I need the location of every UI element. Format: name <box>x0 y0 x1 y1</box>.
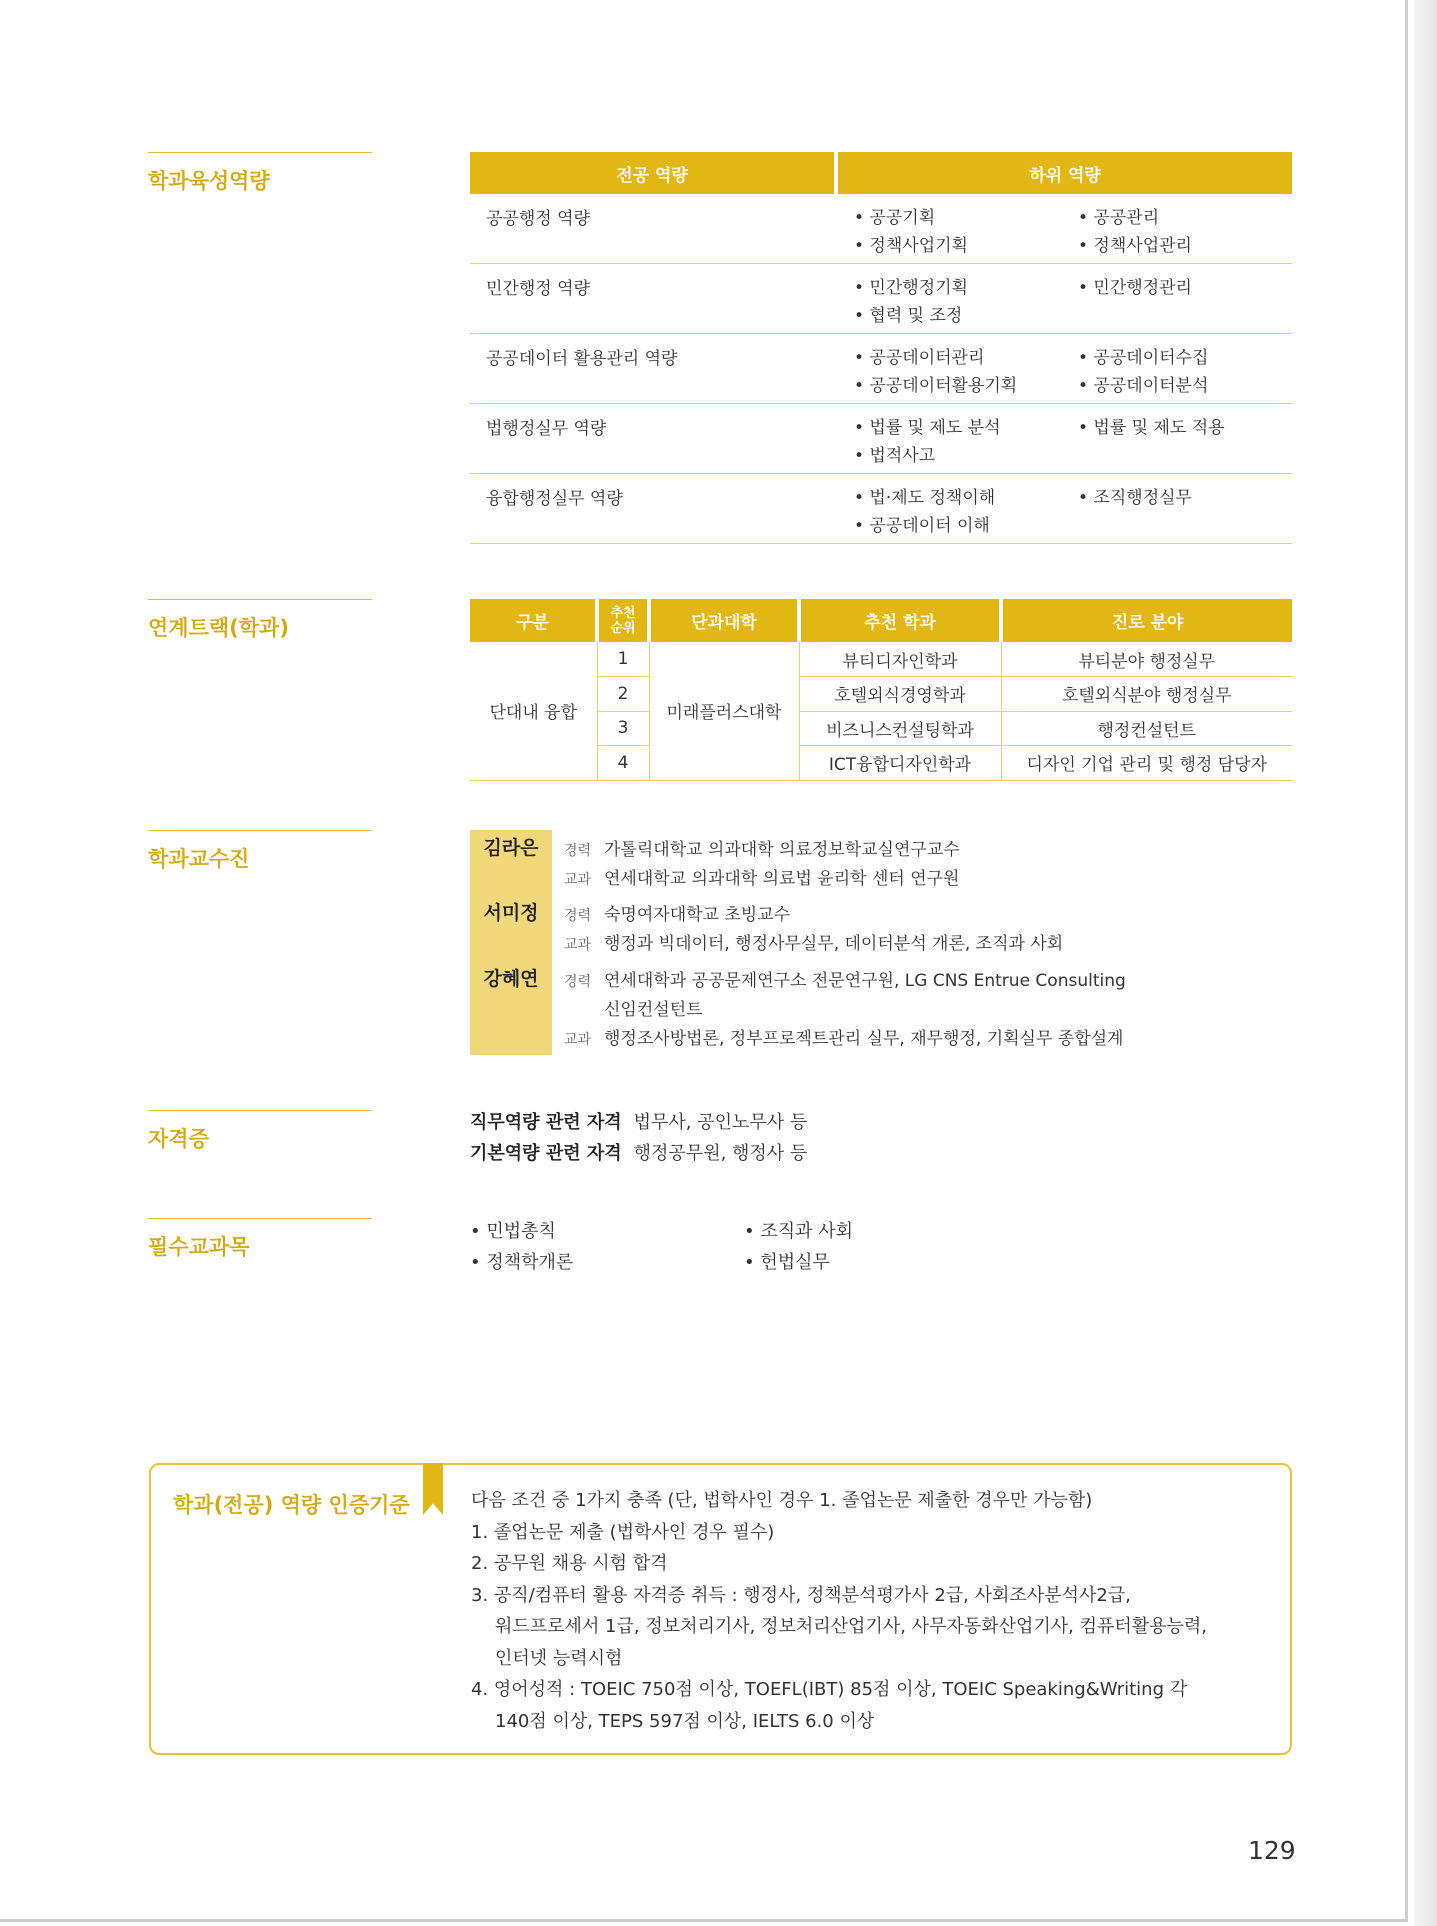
career-tag: 경력 <box>564 908 592 924</box>
sub-competence: • 법률 및 제도 적용 <box>1078 418 1225 438</box>
track-career: 디자인 기업 관리 및 행정 담당자 <box>1001 746 1292 781</box>
section-label-certificate: 자격증 <box>148 1110 372 1153</box>
track-dept: 뷰티디자인학과 <box>799 642 1001 677</box>
sub-competence: • 조직행정실무 <box>1078 488 1192 508</box>
faculty-name: 김라은 <box>483 837 539 859</box>
header-rank: 추천 순위 <box>597 599 649 642</box>
table-row <box>470 642 1292 677</box>
criteria-line: 1. 졸업논문 제출 (법학사인 경우 필수) <box>471 1521 775 1543</box>
sub-competence: • 공공데이터분석 <box>1078 376 1209 396</box>
career-tag: 경력 <box>564 974 592 990</box>
sub-competence: • 정책사업기획 <box>854 236 968 256</box>
sub-competence: • 공공데이터활용기획 <box>854 376 1018 396</box>
sub-competence: • 민간행정관리 <box>1078 278 1192 298</box>
required-course: • 조직과 사회 <box>744 1221 854 1242</box>
header-major: 전공 역량 <box>470 152 834 194</box>
track-career: 호텔외식분야 행정실무 <box>1001 677 1292 712</box>
competence-table-header <box>470 152 1292 194</box>
header-dept: 추천 학과 <box>799 599 1001 642</box>
track-career: 뷰티분야 행정실무 <box>1001 642 1292 677</box>
course-tag: 교과 <box>564 1032 592 1048</box>
course-tag: 교과 <box>564 937 592 953</box>
sub-competence: • 법적사고 <box>854 446 936 466</box>
track-dept: ICT융합디자인학과 <box>799 746 1001 781</box>
track-category: 단대내 융합 <box>470 642 597 780</box>
track-rank: 2 <box>597 677 649 712</box>
major-competence: 민간행정 역량 <box>486 279 590 299</box>
section-label-faculty: 학과교수진 <box>148 830 372 873</box>
section-label-required: 필수교과목 <box>148 1218 372 1261</box>
sub-competence: • 공공관리 <box>1078 208 1160 228</box>
sub-competence: • 협력 및 조정 <box>854 306 963 326</box>
required-course: • 민법총칙 <box>470 1221 556 1242</box>
criteria-line: 인터넷 능력시험 <box>495 1647 623 1669</box>
major-competence: 공공행정 역량 <box>486 209 590 229</box>
faculty-courses: 연세대학교 의과대학 의료법 윤리학 센터 연구원 <box>604 869 960 889</box>
section-label-competence: 학과육성역량 <box>148 152 372 195</box>
criteria-line: 140점 이상, TEPS 597점 이상, IELTS 6.0 이상 <box>495 1710 875 1732</box>
certificate-row <box>470 1108 807 1134</box>
faculty-name: 서미정 <box>483 902 539 924</box>
faculty-career: 가톨릭대학교 의과대학 의료정보학교실연구교수 <box>604 840 960 860</box>
faculty-courses: 행정조사방법론, 정부프로젝트관리 실무, 재무행정, 기획실무 종합설계 <box>604 1029 1124 1049</box>
track-table <box>470 599 1292 781</box>
page-number: 129 <box>1248 1836 1296 1865</box>
career-tag: 경력 <box>564 843 592 859</box>
faculty-name: 강혜연 <box>483 968 539 990</box>
bookmark-icon <box>423 1463 443 1515</box>
sub-competence: • 공공데이터수집 <box>1078 348 1209 368</box>
table-row <box>470 334 1292 404</box>
header-category: 구분 <box>470 599 597 642</box>
page-edge <box>1414 0 1437 1926</box>
track-rank: 1 <box>597 642 649 677</box>
major-competence: 법행정실무 역량 <box>486 419 607 439</box>
faculty-name-column <box>470 830 552 1055</box>
table-row <box>470 194 1292 264</box>
header-career: 진로 분야 <box>1001 599 1292 642</box>
section-label-track: 연계트랙(학과) <box>148 599 372 642</box>
sub-competence: • 민간행정기획 <box>854 278 968 298</box>
criteria-line: 3. 공직/컴퓨터 활용 자격증 취득 : 행정사, 정책분석평가사 2급, 사회조사분석사2급, <box>471 1584 1131 1606</box>
track-dept: 호텔외식경영학과 <box>799 677 1001 712</box>
certificate-value: 법무사, 공인노무사 등 <box>633 1112 808 1133</box>
criteria-line: 워드프로세서 1급, 정보처리기사, 정보처리산업기사, 사무자동화산업기사, 컴퓨터활용능력, <box>495 1616 1208 1637</box>
sub-competence: • 공공데이터관리 <box>854 348 985 368</box>
certificate-label: 직무역량 관련 자격 <box>470 1112 622 1133</box>
track-rank: 3 <box>597 711 649 746</box>
faculty-career: 연세대학과 공공문제연구소 전문연구원, LG CNS Entrue Consulting <box>604 971 1126 991</box>
track-college: 미래플러스대학 <box>649 642 799 780</box>
faculty-courses: 행정과 빅데이터, 행정사무실무, 데이터분석 개론, 조직과 사회 <box>604 934 1064 954</box>
sub-competence: • 법률 및 제도 분석 <box>854 418 1001 438</box>
major-competence: 공공데이터 활용관리 역량 <box>486 349 678 369</box>
certificate-value: 행정공무원, 행정사 등 <box>633 1143 808 1164</box>
competence-table <box>470 152 1292 544</box>
criteria-line: 다음 조건 중 1가지 충족 (단, 법학사인 경우 1. 졸업논문 제출한 경우만 가능함) <box>471 1490 1093 1511</box>
sub-competence: • 법·제도 정책이해 <box>854 488 996 508</box>
sub-competence: • 공공데이터 이해 <box>854 516 990 536</box>
track-dept: 비즈니스컨설팅학과 <box>799 711 1001 746</box>
sub-competence: • 정책사업관리 <box>1078 236 1192 256</box>
header-sub: 하위 역량 <box>838 152 1292 194</box>
header-college: 단과대학 <box>649 599 799 642</box>
certificate-label: 기본역량 관련 자격 <box>470 1143 622 1164</box>
certification-criteria-box <box>149 1463 1292 1755</box>
criteria-title: 학과(전공) 역량 인증기준 <box>173 1493 410 1517</box>
faculty-career: 신임컨설턴트 <box>604 1000 703 1020</box>
track-table-header <box>470 599 1292 642</box>
table-row <box>470 474 1292 544</box>
table-row <box>470 264 1292 334</box>
faculty-career: 숙명여자대학교 초빙교수 <box>604 905 791 925</box>
required-course: • 정책학개론 <box>470 1252 574 1273</box>
criteria-text <box>471 1485 1207 1737</box>
table-row <box>470 404 1292 474</box>
criteria-line: 2. 공무원 채용 시험 합격 <box>471 1553 668 1574</box>
certificate-row <box>470 1139 807 1165</box>
required-course: • 헌법실무 <box>744 1252 830 1273</box>
track-rank: 4 <box>597 746 649 781</box>
criteria-line: 4. 영어성적 : TOEIC 750점 이상, TOEFL(IBT) 85점 이상, TOEIC Speaking&Writing 각 <box>471 1679 1188 1700</box>
course-tag: 교과 <box>564 872 592 888</box>
sub-competence: • 공공기획 <box>854 208 936 228</box>
major-competence: 융합행정실무 역량 <box>486 489 623 509</box>
track-career: 행정컨설턴트 <box>1001 711 1292 746</box>
